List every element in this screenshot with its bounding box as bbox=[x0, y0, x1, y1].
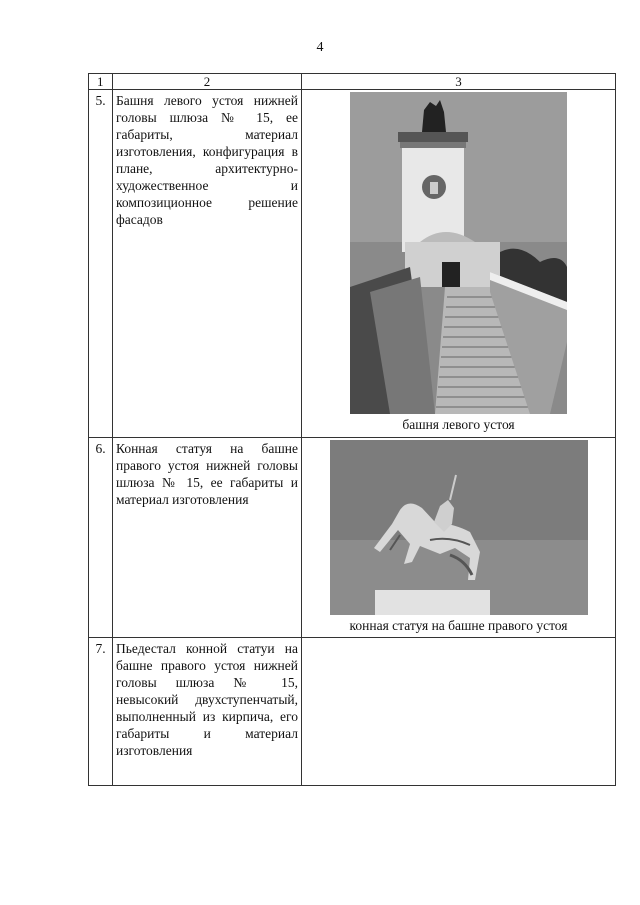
row-description: Пьедестал конной статуи на башне правого устоя нижней головы шлюза № 15, невысокий двухступенчатый, выполненный из кирпича, его габариты и материал изготовления bbox=[113, 638, 302, 786]
image-cell bbox=[302, 438, 616, 638]
row-number: 5. bbox=[89, 90, 113, 438]
table-row bbox=[89, 638, 616, 786]
tower-photo bbox=[350, 92, 567, 414]
row-number: 6. bbox=[89, 438, 113, 638]
table-row bbox=[89, 90, 616, 438]
document-table bbox=[88, 73, 616, 786]
image-caption: конная статуя на башне правого устоя bbox=[349, 618, 568, 633]
table-row bbox=[89, 438, 616, 638]
image-cell-empty bbox=[302, 638, 616, 786]
header-col-1: 1 bbox=[89, 74, 113, 90]
image-caption: башня левого устоя bbox=[402, 417, 515, 432]
header-col-2: 2 bbox=[113, 74, 302, 90]
equestrian-statue-photo bbox=[330, 440, 588, 615]
row-description: Башня левого устоя нижней головы шлюза № 15, ее габариты, материал изготовления, конфигурация в плане, архитектурно-художественное и композиционное решение фасадов bbox=[113, 90, 302, 438]
header-col-3: 3 bbox=[302, 74, 616, 90]
page-number: 4 bbox=[316, 40, 324, 55]
row-description: Конная статуя на башне правого устоя нижней головы шлюза № 15, ее габариты и материал изготовления bbox=[113, 438, 302, 638]
table-header-row bbox=[89, 74, 616, 90]
row-number: 7. bbox=[89, 638, 113, 786]
image-cell bbox=[302, 90, 616, 438]
